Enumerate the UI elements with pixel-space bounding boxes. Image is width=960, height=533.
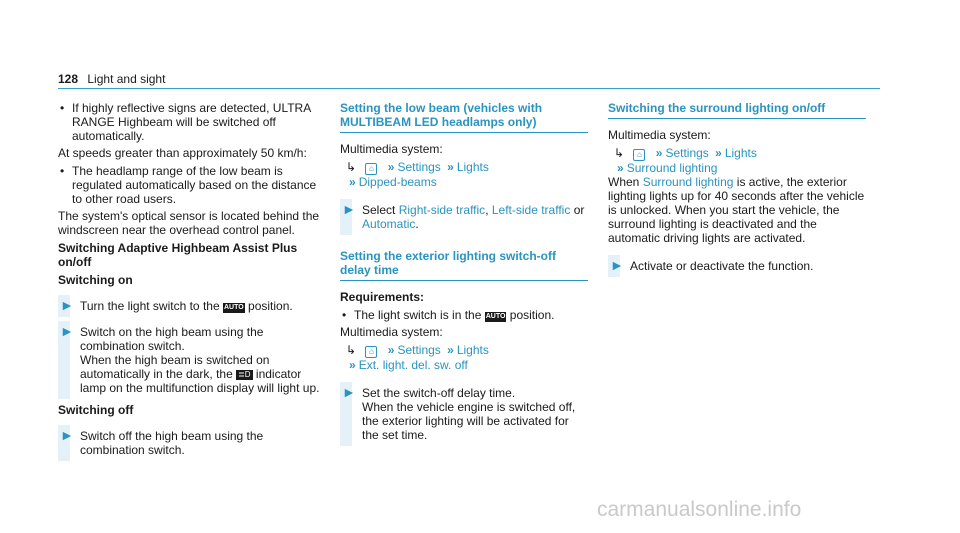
home-icon: ⌂ — [633, 149, 645, 161]
sensor-text: The system's optical sensor is located behind the windscreen near the overhead control panel. — [58, 209, 320, 237]
step-arrow-icon: ► — [610, 257, 624, 273]
chevron-icon: » — [447, 343, 454, 357]
auto-icon: AUTO — [223, 304, 244, 311]
step-arrow-icon: ► — [342, 384, 356, 400]
column-3 — [608, 101, 866, 281]
chapter-title: Light and sight — [87, 72, 166, 86]
heading-switching-off: Switching off — [58, 403, 134, 417]
auto-icon: AUTO — [485, 313, 506, 320]
chevron-icon: » — [387, 343, 395, 357]
step-arrow-icon: ► — [60, 323, 74, 339]
home-icon: ⌂ — [365, 346, 377, 358]
bullet-reflective-signs: • If highly reflective signs are detected, ULTRA RANGE Highbeam will be switched off automatically. — [58, 101, 326, 143]
section-low-beam-title: Setting the low beam (vehicles with MULTIBEAM LED headlamps only) — [340, 101, 588, 133]
menu-path-ext-light: ↳ ⌂ » Settings » Lights » Ext. light. del. sw. off — [346, 343, 489, 372]
step-arrow-icon: ► — [342, 201, 356, 217]
chevron-icon: » — [617, 161, 624, 175]
heading-switching-highbeam: Switching Adaptive Highbeam Assist Plus on/off — [58, 241, 298, 269]
menu-path-dipped-beams: ↳ ⌂ » Settings » Lights » Dipped-beams — [346, 160, 489, 189]
chevron-icon: » — [715, 146, 722, 160]
page-number: 128 — [58, 72, 79, 86]
return-arrow-icon: ↳ — [346, 160, 357, 174]
heading-switching-on: Switching on — [58, 273, 133, 287]
step-turn-light-switch: ► Turn the light switch to the AUTO position. — [58, 299, 326, 313]
chevron-icon: » — [655, 146, 663, 160]
home-icon: ⌂ — [365, 163, 377, 175]
header-rule — [58, 88, 880, 89]
step-switch-on-high-beam: ► Switch on the high beam using the combination switch. When the high beam is switched on automatically in the dark, the ≣D indicator lamp on the multifunction display will light up. — [58, 325, 326, 395]
step-set-delay: ► Set the switch-off delay time. When the vehicle engine is switched off, the exterior lighting will be activated for the set time. — [340, 386, 588, 442]
requirements-label: Requirements: — [340, 290, 425, 304]
page-header — [58, 72, 165, 86]
column-1 — [58, 101, 326, 465]
step-arrow-icon: ► — [60, 427, 74, 443]
bullet-headlamp-range: • The headlamp range of the low beam is regulated automatically based on the distance to other road users. — [58, 164, 326, 206]
requirement-item: • The light switch is in the AUTO position. — [340, 308, 588, 322]
multimedia-label: Multimedia system: — [608, 128, 711, 142]
step-switch-off-high-beam: ► Switch off the high beam using the combination switch. — [58, 429, 326, 457]
high-beam-indicator-icon: ≣D — [238, 370, 251, 379]
column-2 — [340, 101, 588, 450]
watermark: carmanualsonline.info — [597, 498, 802, 521]
multimedia-label: Multimedia system: — [340, 325, 443, 339]
surround-lighting-description: When Surround lighting is active, the exterior lighting lights up for 40 seconds after the vehicle is unlocked. When you start the vehicle, the surround lighting is deactivated and the automatic driving lights are activated. — [608, 175, 865, 245]
multimedia-label: Multimedia system: — [340, 142, 443, 156]
return-arrow-icon: ↳ — [346, 343, 357, 357]
chevron-icon: » — [349, 175, 356, 189]
option-left-side-traffic: Left-side traffic — [491, 203, 571, 217]
speed-intro: At speeds greater than approximately 50 km/h: — [58, 146, 307, 160]
chevron-icon: » — [387, 160, 395, 174]
option-right-side-traffic: Right-side traffic — [398, 203, 486, 217]
step-select-traffic: ► Select Right-side traffic, Left-side traffic or Automatic. — [340, 203, 588, 231]
chevron-icon: » — [349, 358, 356, 372]
step-arrow-icon: ► — [60, 297, 74, 313]
menu-path-surround-lighting: ↳ ⌂ » Settings » Lights » Surround lighting — [614, 146, 757, 175]
section-surround-lighting-title: Switching the surround lighting on/off — [608, 101, 866, 119]
section-switch-off-delay-title: Setting the exterior lighting switch-off delay time — [340, 249, 588, 281]
surround-lighting-link: Surround lighting — [642, 175, 734, 189]
option-automatic: Automatic — [362, 217, 416, 231]
chevron-icon: » — [447, 160, 454, 174]
return-arrow-icon: ↳ — [614, 146, 625, 160]
step-activate-function: ► Activate or deactivate the function. — [608, 259, 866, 273]
